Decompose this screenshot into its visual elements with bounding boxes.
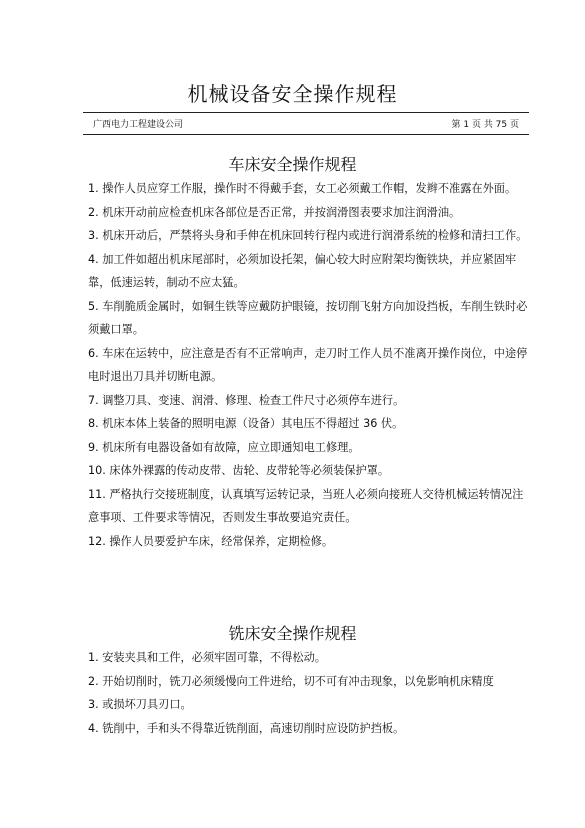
milling-rules-list [88,646,534,740]
list-item: 12. 操作人员要爱护车床，经常保养，定期检修。 [88,534,334,548]
list-item: 11. 严格执行交接班制度，认真填写运转记录，当班人必须向接班人交待机械运转情况注意事项、工件要求等情况，否则发生事故要追究责任。 [88,487,524,524]
list-item: 7. 调整刀具、变速、润滑、修理、检查工件尺寸必须停车进行。 [88,393,405,407]
list-item: 9. 机床所有电器设备如有故障，应立即通知电工修理。 [88,440,360,454]
list-item: 5. 车削脆质金属时，如铜生铁等应戴防护眼镜，按切削飞射方向加设挡板，车削生铁时必须戴口罩。 [88,299,528,336]
section-title-lathe: 车床安全操作规程 [228,155,357,174]
lathe-rules-list [88,177,534,553]
list-item: 3. 机床开动后，严禁将头身和手伸在机床回转行程内或进行润滑系统的检修和清扫工作。 [88,229,528,242]
list-item: 10. 床体外裸露的传动皮带、齿轮、皮带轮等必须装保护罩。 [88,464,390,477]
list-item: 6. 车床在运转中，应注意是否有不正常响声，走刀时工作人员不准离开操作岗位，中途停电时退出刀具并切断电源。 [88,346,528,383]
list-item: 3. 或损坏刀具刃口。 [88,698,192,711]
list-item: 8. 机床本体上装备的照明电源（设备）其电压不得超过 36 伏。 [88,417,404,430]
page-number: 第 1 页 共 75 页 [451,120,519,130]
section-title-milling: 铣床安全操作规程 [228,624,357,643]
page-header [83,112,529,135]
document-title: 机械设备安全操作规程 [187,82,398,106]
list-item: 1. 安装夹具和工件，必须牢固可靠，不得松动。 [88,651,326,664]
list-item: 2. 机床开动前应检查机床各部位是否正常，并按润滑图表要求加注润滑油。 [88,205,461,219]
list-item: 1. 操作人员应穿工作服，操作时不得戴手套，女工必须戴工作帽，发辫不准露在外面。 [88,182,517,195]
list-item: 4. 加工件如超出机床尾部时，必须加设托架，偏心较大时应附架均衡铁块，并应紧固牢靠，低速运转，制动不应太猛。 [88,252,517,289]
list-item: 2. 开始切削时，铣刀必须缓慢向工件进给，切不可有冲击现象，以免影响机床精度 [88,674,494,688]
company-name: 广西电力工程建设公司 [93,120,184,130]
list-item: 4. 铣削中，手和头不得靠近铣削面，高速切削时应设防护挡板。 [88,721,405,735]
